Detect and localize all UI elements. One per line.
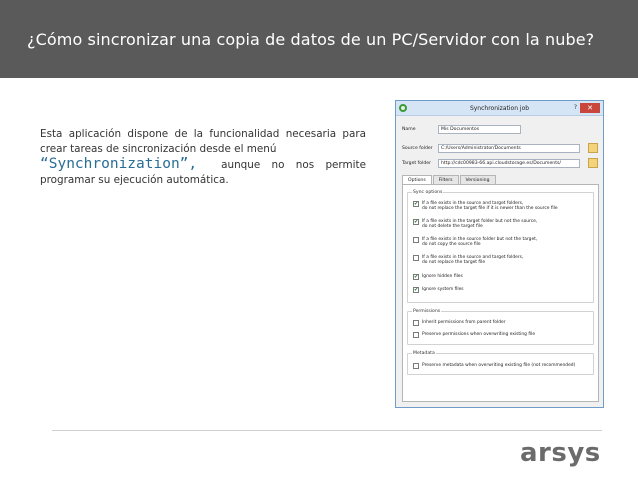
name-input[interactable]: Mis Documentos — [438, 125, 521, 134]
sync-option-3-line1: If a file exists in the source folder but not the target, — [422, 237, 538, 242]
tab-filters[interactable]: Filters — [433, 175, 459, 184]
slide-title: ¿Cómo sincronizar una copia de datos de un PC/Servidor con la nube? — [27, 29, 595, 49]
target-folder-input[interactable]: http://cdc00983-66.api.cloudstorage.es/Documents/ — [438, 159, 580, 168]
sync-option-2-line2: do not delete the target file — [422, 224, 483, 229]
sync-option-3[interactable] — [413, 237, 537, 247]
menu-highlight: “Synchronization”, — [40, 156, 198, 172]
tab-options[interactable]: Options — [402, 175, 432, 184]
close-button[interactable]: ✕ — [580, 103, 600, 113]
sync-option-1-line2: do not replace the target file if it is newer than the source file — [422, 206, 558, 211]
sync-option-4-line1: If a file exists in the source and target folders, — [422, 255, 524, 260]
source-label: Source folder — [402, 146, 433, 151]
paragraph-line-3: programar su ejecución automática. — [40, 174, 229, 186]
sync-option-3-line2: do not copy the source file — [422, 242, 481, 247]
source-folder-input[interactable]: C:/Users/Administrator/Documents — [438, 144, 580, 153]
permissions-option-1-label: Inherit permissions from parent folder — [422, 320, 506, 325]
browse-target-icon[interactable] — [588, 158, 598, 168]
metadata-title: Metadata — [413, 351, 435, 356]
checkbox-checked-icon[interactable]: ✔ — [414, 219, 419, 225]
name-label: Name — [402, 127, 416, 132]
metadata-option-1-label: Preserve metadata when overwriting existing file (not recommended) — [422, 363, 576, 368]
slide-header — [0, 0, 638, 78]
checkbox-checked-icon[interactable]: ✔ — [414, 287, 419, 293]
source-row — [402, 144, 580, 153]
options-panel — [402, 184, 599, 402]
checkbox-unchecked-icon[interactable] — [413, 332, 419, 338]
checkbox-unchecked-icon[interactable] — [413, 255, 419, 261]
sync-option-1[interactable] — [413, 201, 558, 211]
metadata-group — [407, 353, 594, 375]
name-row — [402, 125, 521, 134]
sync-option-4-line2: do not replace the target file — [422, 260, 486, 265]
permissions-option-2-label: Preserve permissions when overwriting existing file — [422, 332, 536, 337]
dialog-titlebar — [396, 101, 603, 116]
sync-option-5-label: Ignore hidden files — [422, 274, 463, 279]
checkbox-unchecked-icon[interactable] — [413, 237, 419, 243]
sync-option-4[interactable] — [413, 255, 523, 265]
paragraph-line-1: Esta aplicación dispone de la funcionalidad necesaria para crear tareas de sincronización desde el menú — [40, 128, 366, 155]
permissions-option-1[interactable] — [413, 320, 506, 326]
sync-option-2[interactable] — [413, 219, 537, 229]
tab-versioning[interactable]: Versioning — [460, 175, 496, 184]
target-label: Target folder — [402, 161, 432, 166]
sync-options-group — [407, 192, 594, 303]
checkbox-checked-icon[interactable]: ✔ — [414, 274, 419, 280]
permissions-group — [407, 311, 594, 345]
sync-option-5[interactable] — [413, 274, 463, 280]
checkbox-unchecked-icon[interactable] — [413, 320, 419, 326]
browse-source-icon[interactable] — [588, 143, 598, 153]
dialog-tabs — [402, 175, 497, 184]
sync-job-dialog — [395, 100, 604, 408]
paragraph-line-2 — [40, 157, 366, 173]
arsys-logo: arsys — [520, 438, 601, 468]
sync-option-6-label: Ignore system files — [422, 287, 464, 292]
sync-option-1-line1: If a file exists in the source and target folders, — [422, 201, 524, 206]
body-paragraph — [40, 127, 366, 188]
sync-option-6[interactable] — [413, 287, 464, 293]
sync-options-title: Sync options — [413, 190, 443, 195]
checkbox-unchecked-icon[interactable] — [413, 363, 419, 369]
paragraph-line-2-tail: aunque no nos permite — [221, 159, 366, 171]
footer-divider — [52, 430, 602, 431]
dialog-title: Synchronization job — [469, 105, 530, 112]
help-button[interactable]: ? — [573, 104, 577, 111]
target-row — [402, 159, 580, 168]
metadata-option-1[interactable] — [413, 363, 575, 369]
sync-option-2-line1: If a file exists in the target folder but not the source, — [422, 219, 538, 224]
checkbox-checked-icon[interactable]: ✔ — [414, 201, 419, 207]
permissions-title: Permissions — [413, 309, 441, 314]
permissions-option-2[interactable] — [413, 332, 535, 338]
